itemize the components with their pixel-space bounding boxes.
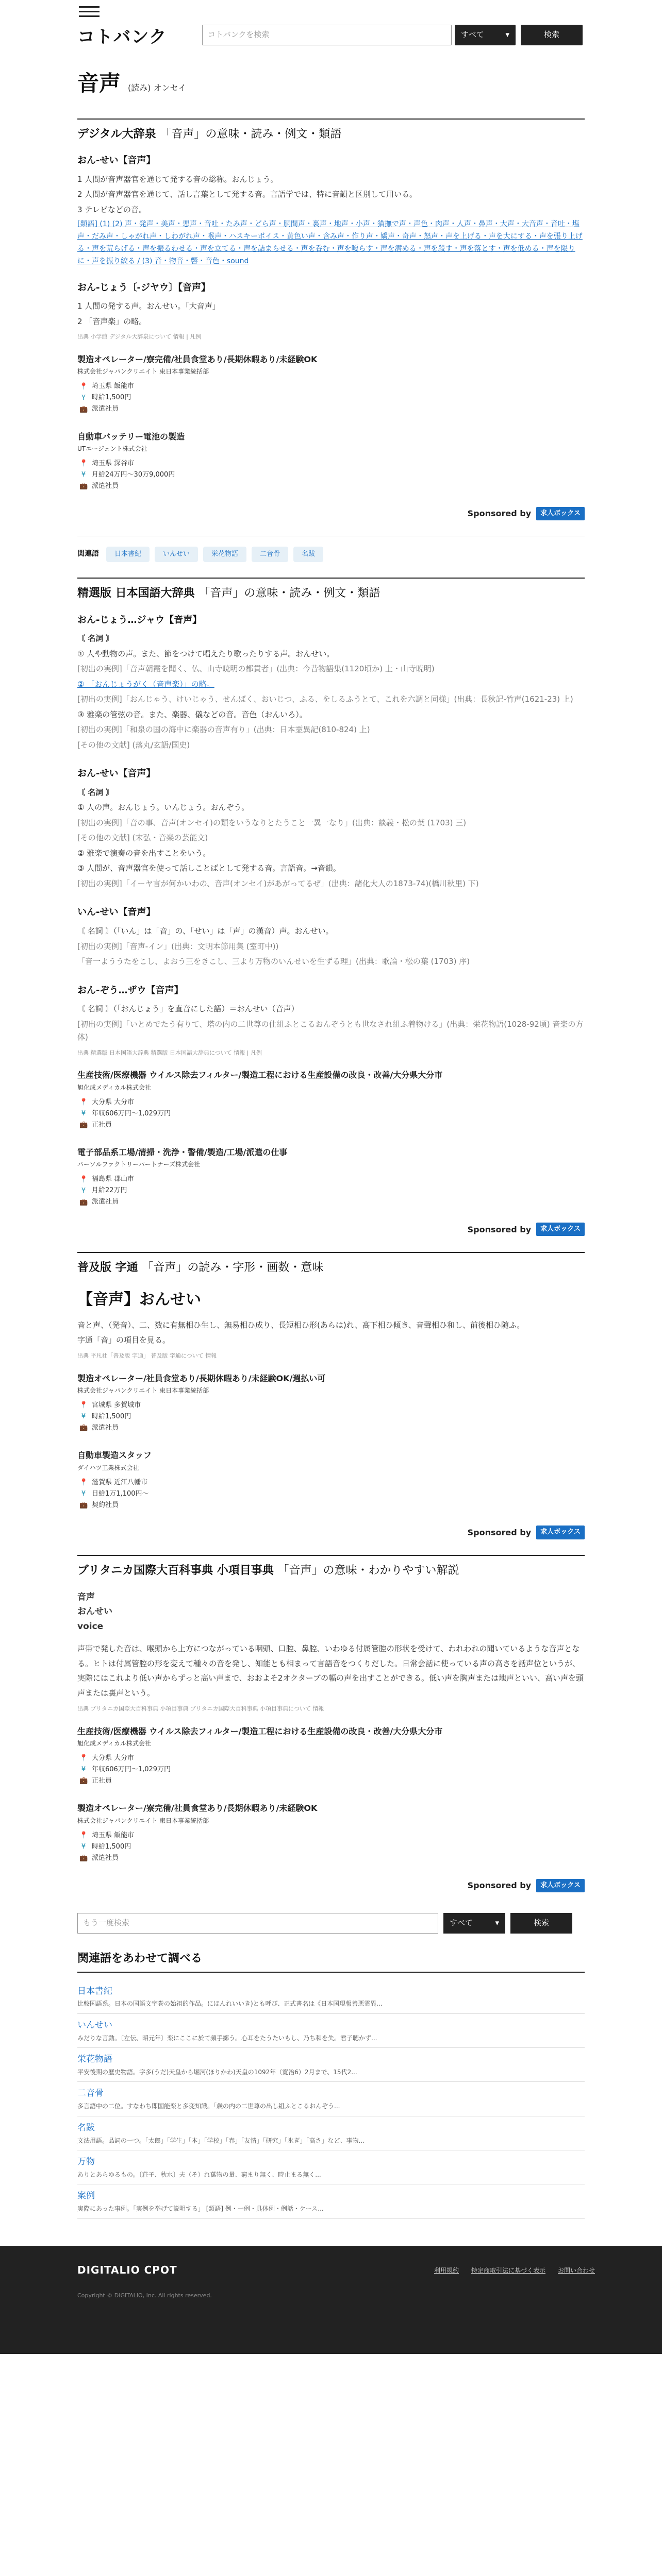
briefcase-icon: 💼	[79, 405, 88, 413]
sponsor-label: Sponsored by	[467, 509, 532, 519]
sponsor-logo[interactable]: 求人ボックス	[536, 507, 585, 520]
definition: ② 雅楽で演奏の音を出すことをいう。	[77, 848, 211, 858]
sponsor-line	[77, 1223, 585, 1236]
search-button[interactable]: 検索	[521, 25, 583, 45]
list-item	[77, 2014, 585, 2048]
briefcase-icon: 💼	[79, 1424, 88, 1432]
job-ad[interactable]	[77, 1801, 585, 1864]
related-chip[interactable]: 名跋	[293, 547, 323, 562]
footer-link[interactable]: お問い合わせ	[557, 2266, 595, 2274]
job-company: UTエージェント株式会社	[77, 445, 147, 452]
related-term-link[interactable]: いんせい	[77, 2020, 112, 2030]
nikkoku-section	[77, 578, 585, 1236]
job-pay: 時給1,500円	[92, 394, 131, 402]
entry-head: おん‐ぞう…ザウ【音声】	[77, 985, 184, 996]
job-pay: 日給1万1,100円〜	[92, 1489, 149, 1498]
entry	[77, 613, 585, 1058]
entry-head: 音声	[77, 1591, 95, 1602]
definition: 音と声、（発音）、二、数に有無相ひ生し、無易相ひ成り、長短相ひ形(あらは)れ、高下相ひ傾き、音聲相ひ和し、前後相ひ随ふ。	[77, 1320, 525, 1330]
yen-icon: ¥	[81, 1843, 86, 1851]
source-meta: 出典 精選版 日本国語大辞典 精選版 日本国語大辞典について 情報 | 凡例	[77, 1049, 262, 1056]
definition: ① 人の声。おんじょう。いんじょう。おんぞう。	[77, 803, 250, 812]
dict-name: ブリタニカ国際大百科事典 小項目事典	[77, 1564, 274, 1578]
job-location: 大分県 大分市	[92, 1754, 135, 1762]
definition: 3 テレビなどの音。	[77, 205, 147, 214]
definition: 〘 名詞 〙（「おんじょう」を直音にした語）＝おんせい（音声）	[77, 1004, 299, 1014]
bottom-search-input[interactable]: もう一度検索	[77, 1913, 438, 1934]
related-terms-title: 関連語をあわせて調べる	[77, 1949, 585, 1972]
job-company: パーソルファクトリーパートナーズ株式会社	[77, 1161, 201, 1168]
search-scope-label: すべて	[461, 30, 484, 40]
briefcase-icon: 💼	[79, 1198, 88, 1206]
footer-links	[434, 2265, 595, 2276]
sponsor-label: Sponsored by	[467, 1224, 532, 1234]
job-ad[interactable]	[77, 1068, 585, 1131]
job-company: 旭化成メディカル株式会社	[77, 1083, 152, 1091]
job-pay: 時給1,500円	[92, 1413, 131, 1421]
job-company: 株式会社ジャパンクリエイト 東日本事業統括部	[77, 1386, 209, 1394]
section-title	[77, 1258, 585, 1277]
briefcase-icon: 💼	[79, 1854, 88, 1862]
related-chip[interactable]: 栄花物語	[203, 547, 246, 562]
related-term-desc: 平安後期の歴史物語。字多(うだ)天皇から堀河(ほりかわ)天皇の1092年（寛治6）2月まで、15代2...	[77, 2069, 357, 2076]
yen-icon: ¥	[81, 1109, 86, 1117]
bottom-search-select[interactable]	[443, 1913, 505, 1934]
location-pin-icon: 📍	[79, 1754, 88, 1762]
dict-subtitle: 「音声」の意味・読み・例文・類語	[160, 128, 342, 141]
dict-subtitle: 「音声」の意味・わかりやすい解説	[277, 1564, 459, 1578]
job-ad[interactable]	[77, 430, 585, 493]
list-item	[77, 2150, 585, 2184]
job-pay: 月給24万円〜30万9,000円	[92, 471, 175, 479]
job-title[interactable]: 生産技術/医療機器 ウイルス除去フィルター/製造工程における生産設備の改良・改善/大分県大分市	[77, 1070, 443, 1080]
job-list	[77, 352, 585, 492]
job-type: 派遣社員	[92, 1198, 119, 1206]
yen-icon: ¥	[81, 1489, 86, 1498]
example: [その他の文献] (末弘・音楽の芸能文)	[77, 833, 208, 843]
job-type: 契約社員	[92, 1501, 119, 1509]
example: [その他の文献] (落丸/玄語/国史)	[77, 740, 190, 750]
job-pay: 時給1,500円	[92, 1842, 131, 1851]
job-company: 株式会社ジャパンクリエイト 東日本事業統括部	[77, 368, 209, 376]
related-chip[interactable]: 日本書紀	[106, 547, 150, 562]
related-term-desc: ありとあらゆるもの。〔荘子、秋水〕夫（そ）れ萬物の量、窮まり無く、時止まる無く...	[77, 2171, 321, 2178]
job-type: 派遣社員	[92, 1424, 119, 1432]
example: 「音一よううたをこし、よおう三をきこし、三より万物のいんせいを生ずる理」(出典：歌論・松の葉 (1703) 序)	[77, 957, 470, 967]
job-title[interactable]: 電子部品系工場/清掃・洗浄・警備/製造/工場/派遣の仕事	[77, 1147, 288, 1157]
sponsor-line	[77, 506, 585, 520]
entry-head: おん‐じょう…ジャウ【音声】	[77, 614, 202, 625]
pos-tag: 〘 名詞 〙	[77, 634, 114, 643]
job-location: 滋賀県 近江八幡市	[92, 1478, 148, 1486]
related-term-link[interactable]: 栄花物語	[77, 2054, 112, 2065]
entry-head: おん‐せい【音声】	[77, 155, 156, 166]
source-meta: 出典 ブリタニカ国際大百科事典 小項目事典 ブリタニカ国際大百科事典 小項目事典について 情報	[77, 1705, 324, 1713]
bottom-search-button[interactable]: 検索	[510, 1913, 572, 1934]
job-location: 埼玉県 深谷市	[92, 460, 135, 468]
daijisen-section	[77, 118, 585, 520]
related-chip[interactable]: 二音骨	[252, 547, 288, 562]
job-title[interactable]: 生産技術/医療機器 ウイルス除去フィルター/製造工程における生産設備の改良・改善/大分県大分市	[77, 1726, 443, 1736]
related-chips	[77, 536, 585, 562]
entry-head: いん‐せい【音声】	[77, 907, 156, 918]
job-location: 宮城県 多賀城市	[92, 1401, 141, 1410]
definition[interactable]: ② 「おんじょうがく（音声楽）」の略。	[77, 679, 214, 689]
definition: 2 人間が音声器官を通じて、話し言葉として発する音。言語学では、特に音韻と区別して用いる。	[77, 190, 418, 199]
sponsor-label: Sponsored by	[467, 1527, 532, 1537]
example: [初出の実例]「おんじゃう、けいじゃう、せんばく、おいじつ、ふる、をしるふうとて、これを六調と同様」(出典：長秋記-竹声(1621-23) 上)	[77, 694, 573, 704]
job-location: 埼玉県 飯能市	[92, 1831, 135, 1839]
job-pay: 年収606万円〜1,029万円	[92, 1109, 171, 1117]
example: [初出の実例]「音の事、音声(オンセイ)の類をいうなりとたうこと一異一なり」(出典：談義・松の葉 (1703) 三)	[77, 818, 467, 827]
location-pin-icon: 📍	[79, 1098, 88, 1106]
pos-tag: 〘 名詞 〙	[77, 787, 114, 797]
dict-subtitle: 「音声」の意味・読み・例文・類語	[198, 587, 380, 600]
related-term-desc: 文法用語。品詞の一つ。「太郎」「学生」「本」「学校」「春」「友情」「研究」「氷ぎ」「高さ」など、事物...	[77, 2137, 365, 2144]
location-pin-icon: 📍	[79, 1478, 88, 1486]
definition: 声帯で発した音は、喉頭から上方につながっている咽頭、口腔、鼻腔、いわゆる付属管腔の形状を受けて、われわれの聞いているような音声となる。ヒトは付属管腔の形を変えて種々の音を発し、知能とも相まって言語音をつくりだした。日常会話に使っている声の高さを話声位というが、実際にはこれより低い声からずっと高い声まで、おおよそ2オクターブの幅の声を出すことができる。低い声を胸声または地声といい、高い声を頭声または裏声という。	[77, 1644, 584, 1698]
job-pay: 年収606万円〜1,029万円	[92, 1766, 171, 1774]
job-ad[interactable]	[77, 1145, 585, 1208]
bottom-search	[77, 1913, 585, 1934]
footer-logo[interactable]: DIGITALIO CPOT	[77, 2263, 177, 2276]
related-term-link[interactable]: 万物	[77, 2157, 95, 2167]
example: [初出の実例]「音声朝霞を聞く、仏、山寺暁明の都貫者」(出典：今昔物語集(1120頃か) 上・山寺暁明)	[77, 664, 435, 674]
job-ad[interactable]	[77, 352, 585, 415]
job-title[interactable]: 製造オペレーター/社員食堂あり/長期休暇あり/未経験OK/週払い可	[77, 1373, 326, 1383]
section-title	[77, 584, 585, 603]
job-company: ダイハツ工業株式会社	[77, 1464, 139, 1471]
sponsor-label: Sponsored by	[467, 1880, 532, 1891]
entry-head: 【音声】おんせい	[77, 1291, 201, 1309]
job-type: 正社員	[92, 1777, 112, 1785]
site-logo[interactable]: コトバンク	[77, 27, 167, 47]
definition: ① 人や動物の声。また、節をつけて唱えたり歌ったりする声。おんせい。	[77, 649, 335, 658]
list-item	[77, 2082, 585, 2116]
headword: 音声	[77, 71, 121, 96]
headword-reading: (読み) オンセイ	[128, 83, 187, 93]
location-pin-icon: 📍	[79, 1832, 88, 1840]
job-ad[interactable]	[77, 1724, 585, 1787]
jitsu-section	[77, 1252, 585, 1539]
definition: ③ 人間が、音声器官を使って話しことばとして発する音。言語音。→音韻。	[77, 863, 341, 873]
yen-icon: ¥	[81, 1766, 86, 1774]
yen-icon: ¥	[81, 394, 86, 402]
sponsor-line	[77, 1526, 585, 1539]
job-list	[77, 1371, 585, 1511]
dict-name: 精選版 日本国語大辞典	[77, 587, 195, 600]
footer-link[interactable]: 利用規約	[434, 2266, 459, 2274]
entry-head: おん‐せい【音声】	[77, 768, 156, 779]
location-pin-icon: 📍	[79, 1401, 88, 1410]
definition: 1 人間が音声器官を通じて発する音の総称。おんじょう。	[77, 174, 278, 184]
site-header	[0, 0, 662, 62]
yen-icon: ¥	[81, 1187, 86, 1195]
related-terms-list	[77, 1980, 585, 2219]
job-ad[interactable]	[77, 1371, 585, 1434]
list-item	[77, 2048, 585, 2082]
footer-link[interactable]: 特定商取引法に基づく表示	[471, 2266, 545, 2274]
related-chip[interactable]: いんせい	[155, 547, 198, 562]
definition: 2 「音声楽」の略。	[77, 316, 147, 326]
job-title[interactable]: 自動車バッテリー電池の製造	[77, 431, 185, 442]
section-title	[77, 125, 585, 144]
job-location: 埼玉県 飯能市	[92, 382, 135, 391]
related-term-desc: 比較国語系。日本の国語文字巻の始祖的作品。にほんれいいき)とも呼び、正式書名は《日本国現報善悪霊異...	[77, 2000, 383, 2008]
chevron-down-icon: ▾	[495, 1918, 499, 1928]
location-pin-icon: 📍	[79, 460, 88, 468]
job-pay: 月給22万円	[92, 1187, 127, 1195]
sponsor-line	[77, 1878, 585, 1892]
yen-icon: ¥	[81, 471, 86, 479]
briefcase-icon: 💼	[79, 1121, 88, 1129]
page-title	[77, 65, 585, 101]
sponsor-logo[interactable]: 求人ボックス	[536, 1879, 585, 1892]
search-scope-select[interactable]	[455, 25, 516, 45]
chevron-down-icon: ▾	[505, 30, 509, 40]
job-location: 福島県 郡山市	[92, 1175, 135, 1183]
sponsor-logo[interactable]: 求人ボックス	[536, 1223, 585, 1236]
related-term-desc: 実際にあった事例。「実例を挙げて説明する」 [類語] 例・一例・具体例・例話・ケース...	[77, 2205, 324, 2213]
menu-icon[interactable]	[79, 3, 100, 19]
related-label: 関連語	[77, 550, 99, 558]
entry-head: おん‐じょう〔‐ジヤウ〕【音声】	[77, 282, 210, 293]
related-term-link[interactable]: 名跋	[77, 2122, 95, 2133]
job-type: 派遣社員	[92, 405, 119, 413]
job-company: 株式会社ジャパンクリエイト 東日本事業統括部	[77, 1817, 209, 1824]
job-type: 派遣社員	[92, 482, 119, 490]
section-title	[77, 1561, 585, 1580]
example: [初出の実例]「イーヤ言が何かいわの、音声(オンセイ)があがってるぜ」(出典：諸化大人の1873-74)(橋川秋里) 下)	[77, 878, 479, 888]
job-title[interactable]: 製造オペレーター/寮完備/社員食堂あり/長期休暇あり/未経験OK	[77, 354, 318, 364]
job-list	[77, 1724, 585, 1864]
list-item	[77, 2184, 585, 2218]
related-term-link[interactable]: 案例	[77, 2191, 95, 2201]
entry-reading: おんせい	[77, 1606, 112, 1617]
britannica-section	[77, 1555, 585, 1892]
sponsor-logo[interactable]: 求人ボックス	[536, 1526, 585, 1539]
copyright: Copyright © DIGITALIO, Inc. All rights reserved.	[77, 2292, 212, 2299]
dict-name: 普及版 字通	[77, 1261, 138, 1274]
definition: ③ 雅楽の管弦の音。また、楽器、儀などの音。音色（おんいろ）。	[77, 709, 307, 719]
example: [初出の実例]「いとめでたう有りて、塔の内の二世尊の仕組ふとこるおんぞうとも世なされ組ふ着物ける」(出典：栄花物語(1028-92頃) 音楽の方体)	[77, 1019, 584, 1042]
definition: 〘 名詞 〙（「いん」は「音」の、「せい」は「声」の漢音）声。おんせい。	[77, 926, 334, 936]
job-type: 派遣社員	[92, 1854, 119, 1862]
jitsu-link[interactable]: 字通「音」の項目を見る。	[77, 1335, 171, 1345]
job-type: 正社員	[92, 1121, 112, 1129]
location-pin-icon: 📍	[79, 1175, 88, 1183]
job-ad[interactable]	[77, 1448, 585, 1511]
source-meta: 出典 平凡社「普及版 字通」 普及版 字通について 情報	[77, 1352, 217, 1360]
location-pin-icon: 📍	[79, 382, 88, 391]
dict-subtitle: 「音声」の読み・字形・画数・意味	[142, 1261, 324, 1274]
job-list	[77, 1068, 585, 1208]
briefcase-icon: 💼	[79, 482, 88, 490]
entry	[77, 153, 585, 342]
dict-name: デジタル大辞泉	[77, 128, 156, 141]
job-location: 大分県 大分市	[92, 1098, 135, 1106]
site-footer	[0, 2246, 662, 2354]
search-input[interactable]: コトバンクを検索	[202, 25, 452, 45]
example: [初出の実例]「和泉の国の海中に楽器の音声有り」(出典：日本霊異記(810-824) 上)	[77, 725, 370, 735]
briefcase-icon: 💼	[79, 1777, 88, 1785]
definition: 1 人間の発する声。おんせい。「大音声」	[77, 301, 220, 311]
synonyms-list[interactable]: [類語] (1) (2) 声・発声・美声・悪声・音吐・たみ声・どら声・胴間声・裏声・地声・小声・猫撫で声・声色・肉声・人声・鼻声・大声・大音声・音吐・塩声・だみ声・しゃがれ声・しわがれ声・喉声・ハスキーボイス・黄色い声・含み声・作り声・嬌声・奇声・怒声・声を上げる・声を大にする・声を張り上げる・声を荒らげる・声を振るわせる・声を立てる・声を詰まらせる・声を呑む・声を嗄らす・声を潜める・声を殺す・声を落とす・声を低める・声を限りに・声を振り絞る / (3) 音・物音・響・音色・sound	[77, 220, 583, 265]
source-meta: 出典 小学館 デジタル大辞泉について 情報 | 凡例	[77, 333, 202, 341]
list-item	[77, 1980, 585, 2014]
briefcase-icon: 💼	[79, 1501, 88, 1509]
entry-english: voice	[77, 1621, 104, 1632]
job-company: 旭化成メディカル株式会社	[77, 1740, 152, 1748]
related-term-link[interactable]: 二音骨	[77, 2088, 104, 2099]
related-term-desc: 多言語中の二位。すなわち即国能楽と多変知識。「歳の内の二世尊の出し組ふとこるおんぞう...	[77, 2103, 340, 2110]
related-term-link[interactable]: 日本書紀	[77, 1986, 112, 1996]
example: [初出の実例]「音声-イン」(出典：文明本節用集 (室町中))	[77, 941, 279, 951]
yen-icon: ¥	[81, 1413, 86, 1421]
job-title[interactable]: 自動車製造スタッフ	[77, 1450, 152, 1461]
bottom-search-scope: すべて	[450, 1918, 473, 1928]
related-term-desc: みだりな言動。〔左伝、昭元年〕楽にここに於て頻手擲う。心耳をたうたいもし、乃ち和を失。君子聴かず...	[77, 2034, 377, 2042]
list-item	[77, 2116, 585, 2150]
job-title[interactable]: 製造オペレーター/寮完備/社員食堂あり/長期休暇あり/未経験OK	[77, 1803, 318, 1814]
